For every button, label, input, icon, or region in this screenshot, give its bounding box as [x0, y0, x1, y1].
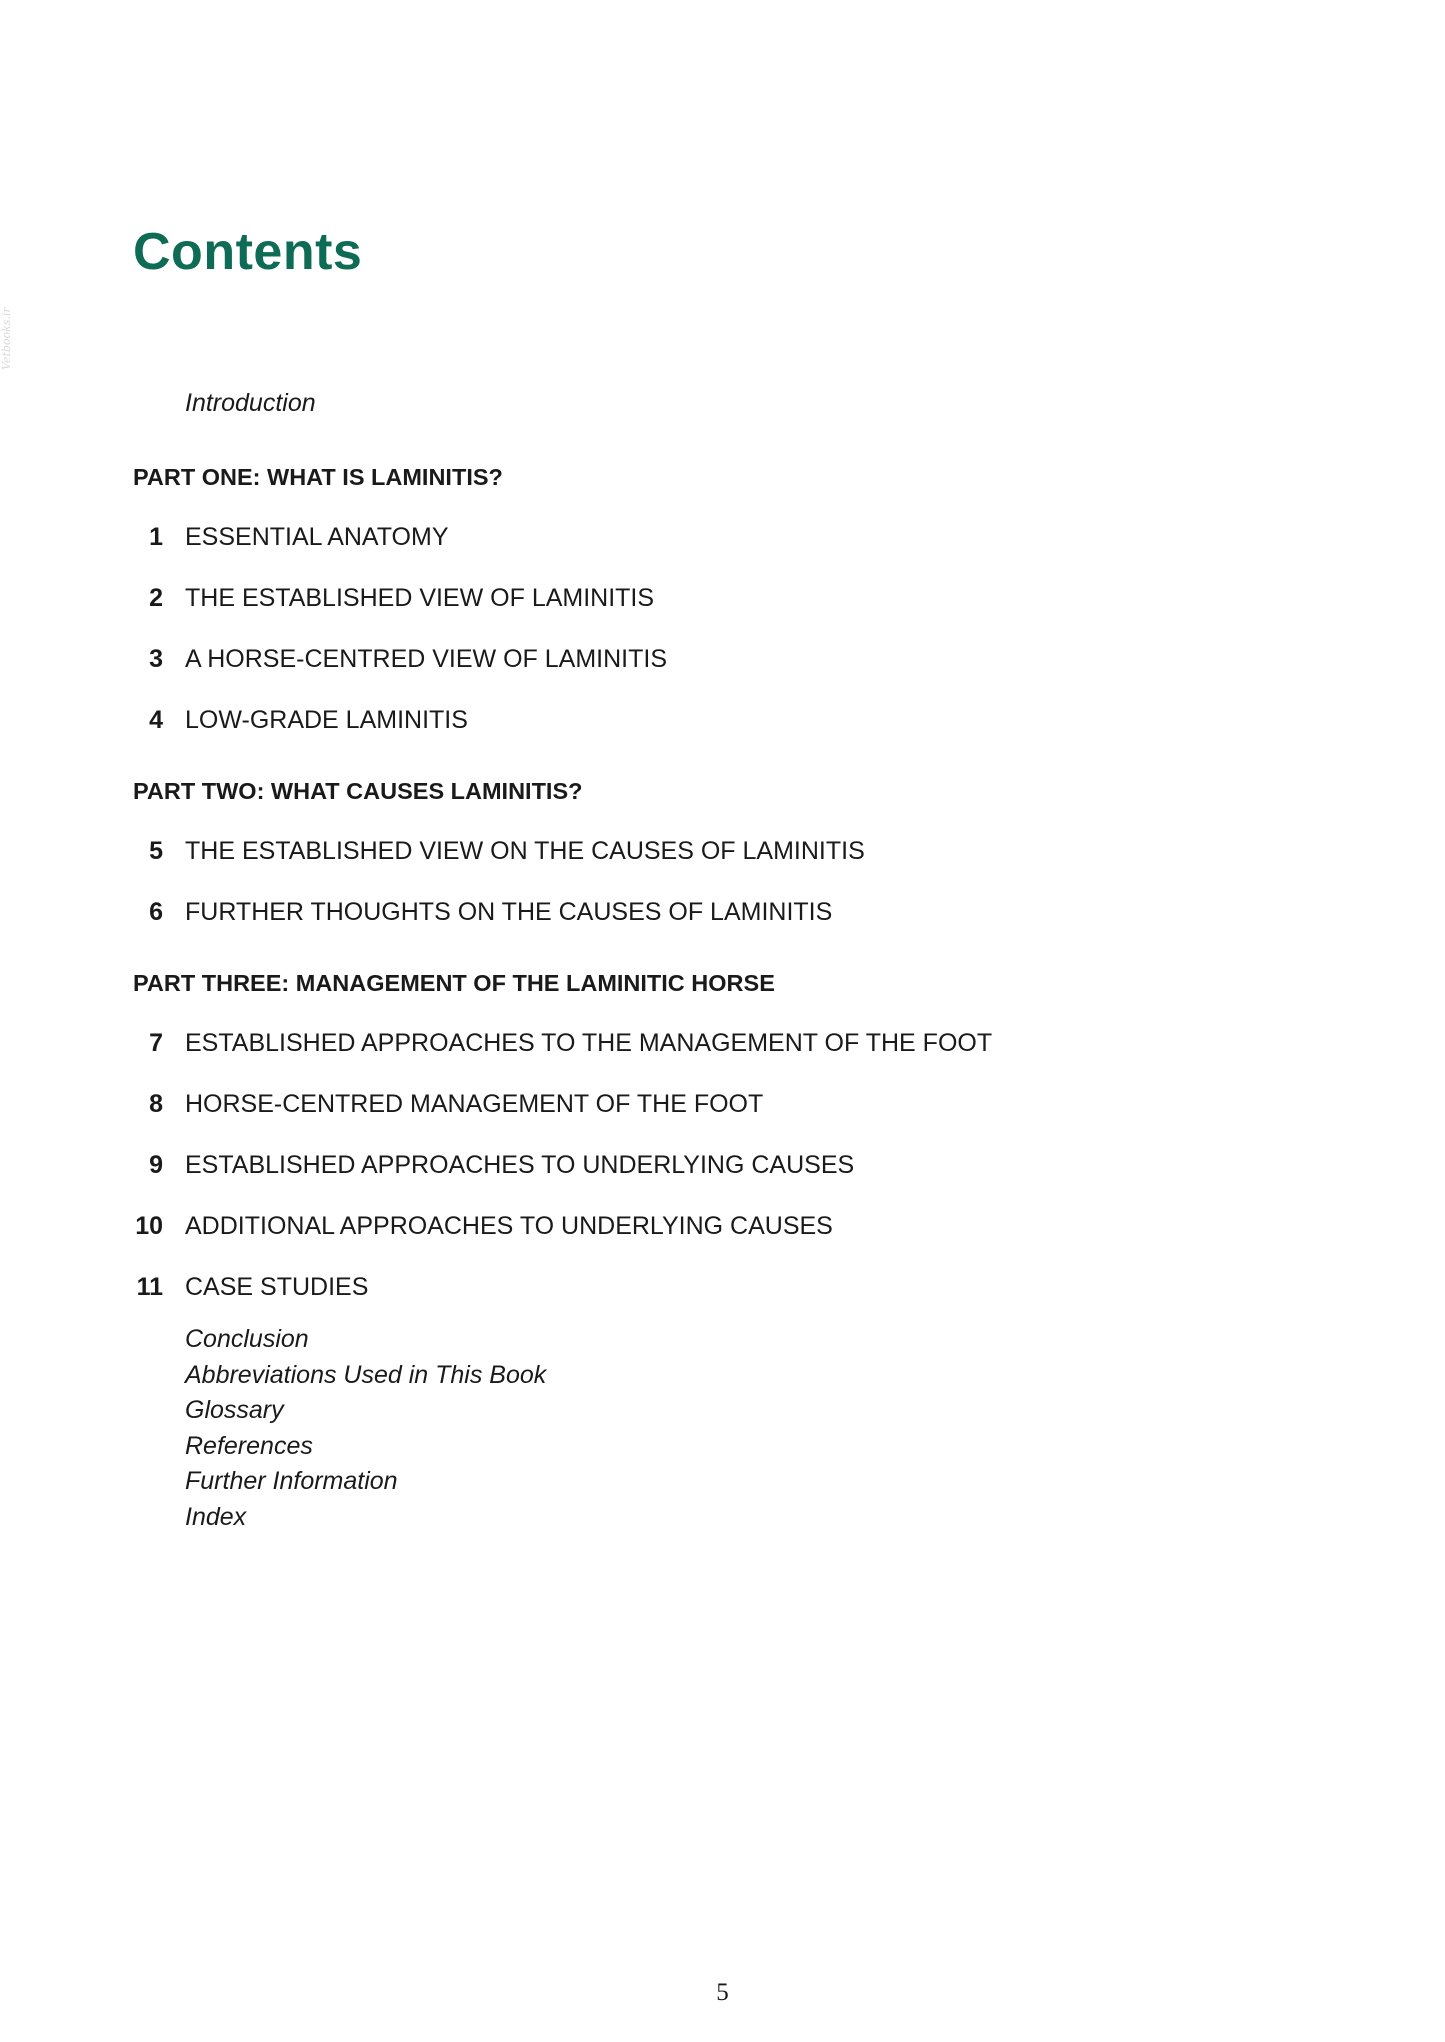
toc-entry-references[interactable]: References — [185, 1431, 313, 1460]
page-title: Contents — [133, 223, 363, 281]
toc-entry-index[interactable]: Index — [185, 1502, 247, 1531]
chapter-number: 7 — [149, 1029, 163, 1057]
watermark: Vetbooks.ir — [0, 307, 13, 370]
chapter-title: ESSENTIAL ANATOMY — [185, 523, 449, 551]
chapter-title: LOW-GRADE LAMINITIS — [185, 706, 468, 734]
chapter-title: CASE STUDIES — [185, 1273, 369, 1301]
toc-entry-glossary[interactable]: Glossary — [185, 1396, 284, 1424]
chapter-title: ESTABLISHED APPROACHES TO THE MANAGEMENT OF THE FOOT — [185, 1029, 993, 1057]
chapter-number: 9 — [149, 1151, 163, 1179]
toc-entry-further-information[interactable]: Further Information — [185, 1467, 398, 1495]
part-heading-two: PART TWO: WHAT CAUSES LAMINITIS? — [133, 778, 583, 804]
chapter-title: THE ESTABLISHED VIEW ON THE CAUSES OF LAMINITIS — [185, 837, 865, 865]
chapter-title: HORSE-CENTRED MANAGEMENT OF THE FOOT — [185, 1090, 764, 1118]
chapter-number: 6 — [149, 898, 163, 926]
chapter-number: 2 — [149, 584, 163, 612]
chapter-number: 1 — [149, 523, 163, 551]
chapter-number: 10 — [135, 1212, 163, 1240]
chapter-title: THE ESTABLISHED VIEW OF LAMINITIS — [185, 584, 655, 612]
chapter-number: 4 — [149, 706, 163, 734]
part-heading-three: PART THREE: MANAGEMENT OF THE LAMINITIC HORSE — [133, 970, 775, 996]
chapter-number: 3 — [149, 645, 163, 673]
chapter-title: FURTHER THOUGHTS ON THE CAUSES OF LAMINITIS — [185, 898, 833, 926]
chapter-number: 11 — [136, 1273, 163, 1301]
toc-entry-introduction[interactable]: Introduction — [185, 389, 316, 417]
part-heading-one: PART ONE: WHAT IS LAMINITIS? — [133, 464, 503, 490]
page-number: 5 — [716, 1979, 729, 2006]
chapter-title: ADDITIONAL APPROACHES TO UNDERLYING CAUSES — [185, 1212, 833, 1240]
toc-entry-conclusion[interactable]: Conclusion — [185, 1325, 309, 1353]
toc-entry-abbreviations[interactable]: Abbreviations Used in This Book — [185, 1360, 547, 1389]
chapter-title: A HORSE-CENTRED VIEW OF LAMINITIS — [185, 645, 667, 673]
chapter-number: 5 — [149, 837, 163, 865]
chapter-title: ESTABLISHED APPROACHES TO UNDERLYING CAUSES — [185, 1151, 855, 1179]
chapter-number: 8 — [149, 1090, 163, 1118]
back-matter-list — [185, 1322, 546, 1535]
